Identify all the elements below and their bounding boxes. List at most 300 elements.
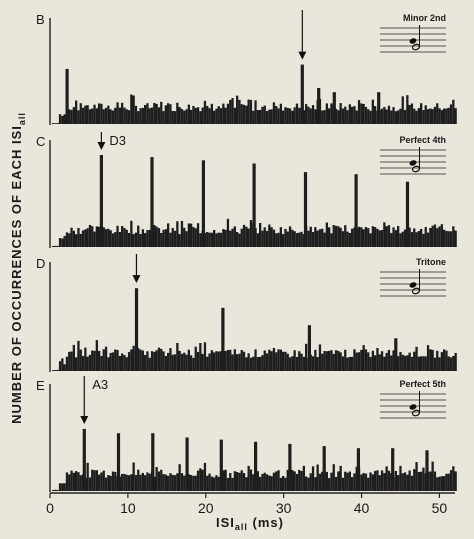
histogram-bar [61, 116, 63, 124]
histogram-bar [314, 227, 316, 247]
histogram-bar [381, 470, 383, 491]
panel-d-peak-bar [394, 338, 397, 371]
histogram-bar [402, 355, 404, 371]
histogram-bar [390, 111, 392, 125]
histogram-bar [231, 478, 233, 491]
histogram-bar [337, 351, 339, 371]
histogram-bar [402, 473, 404, 491]
histogram-bar [231, 98, 233, 124]
histogram-bar [365, 474, 367, 491]
histogram-bar [103, 349, 105, 371]
histogram-bar [70, 471, 72, 491]
histogram-bar [142, 229, 144, 247]
histogram-bar [415, 111, 417, 124]
histogram-bar [335, 477, 337, 491]
histogram-bar [330, 473, 332, 491]
histogram-bar [280, 227, 282, 247]
note-head-open [412, 43, 421, 50]
histogram-bar [211, 350, 213, 371]
histogram-bar [277, 108, 279, 124]
panel-c-peak-bar [406, 182, 409, 247]
histogram-bar [383, 107, 385, 124]
histogram-bar [314, 109, 316, 124]
histogram-bar [326, 351, 328, 371]
histogram-bar [420, 356, 422, 371]
histogram-bar [397, 226, 399, 247]
histogram-bar [367, 228, 369, 247]
histogram-bar [372, 351, 374, 371]
panel-c-letter: C [36, 134, 46, 149]
histogram-bar [87, 228, 89, 247]
histogram-bar [245, 477, 247, 491]
histogram-bar [103, 471, 105, 491]
histogram-bar [167, 223, 169, 247]
histogram-bar [82, 356, 84, 371]
histogram-bar [381, 230, 383, 247]
histogram-bar [73, 107, 75, 124]
histogram-bar [215, 109, 217, 124]
histogram-bar [61, 358, 63, 371]
histogram-bar [75, 357, 77, 371]
histogram-bar [91, 226, 93, 247]
histogram-bar [367, 109, 369, 124]
histogram-bar [406, 95, 408, 124]
histogram-bar [312, 466, 314, 491]
histogram-bar [268, 225, 270, 248]
histogram-bar [252, 111, 254, 124]
histogram-bar [333, 464, 335, 491]
histogram-bar [133, 234, 135, 247]
histogram-bar [167, 353, 169, 371]
histogram-bar [133, 463, 135, 492]
histogram-bar [275, 471, 277, 491]
histogram-bar [335, 350, 337, 371]
histogram-bar [153, 352, 155, 371]
histogram-bar [413, 469, 415, 491]
histogram-bar [80, 103, 82, 124]
histogram-bar [317, 465, 319, 492]
histogram-bar [411, 232, 413, 247]
histogram-bar [192, 476, 194, 491]
histogram-bar [275, 106, 277, 124]
histogram-bar [386, 353, 388, 371]
histogram-bar [238, 354, 240, 371]
histogram-bar [379, 230, 381, 247]
histogram-bar [236, 232, 238, 247]
histogram-bar [360, 475, 362, 492]
histogram-bar [156, 104, 158, 124]
histogram-bar [146, 230, 148, 247]
histogram-bar [452, 466, 454, 491]
histogram-panels [36, 10, 457, 492]
histogram-bar [238, 100, 240, 124]
histogram-bar [409, 471, 411, 492]
histogram-bar [328, 108, 330, 124]
histogram-bar [307, 478, 309, 491]
histogram-bar [218, 106, 220, 124]
histogram-bar [112, 352, 114, 371]
histogram-bar [190, 110, 192, 124]
histogram-bar [392, 107, 394, 124]
note-head-open [412, 287, 421, 294]
histogram-bar [455, 108, 457, 124]
histogram-bar [296, 104, 298, 124]
histogram-bar [363, 473, 365, 491]
histogram-bar [139, 108, 141, 124]
histogram-bar [312, 356, 314, 371]
histogram-bar [342, 478, 344, 491]
histogram-bar [179, 107, 181, 124]
histogram-bar [427, 345, 429, 371]
histogram-bar [273, 102, 275, 124]
histogram-bar [300, 232, 302, 247]
arrow-head [97, 142, 105, 150]
histogram-bar [105, 478, 107, 491]
histogram-bar [59, 483, 61, 491]
histogram-bar [202, 354, 204, 371]
histogram-bar [130, 474, 132, 491]
histogram-bar [70, 228, 72, 247]
histogram-bar [429, 228, 431, 247]
panel-e-peak-bar [117, 433, 120, 491]
histogram-bar [142, 473, 144, 491]
histogram-bar [342, 356, 344, 371]
panel-d-staff-icon [380, 269, 446, 296]
note-head [409, 159, 418, 166]
histogram-bar [185, 231, 187, 247]
histogram-bar [133, 96, 135, 125]
histogram-bar [158, 107, 160, 124]
histogram-bar [259, 110, 261, 124]
histogram-bar [321, 111, 323, 125]
histogram-bar [411, 476, 413, 491]
panel-c-peak-bar [355, 174, 358, 247]
histogram-bar [103, 109, 105, 124]
histogram-bar [128, 352, 130, 371]
histogram-bar [192, 227, 194, 247]
histogram-bar [176, 221, 178, 247]
histogram-bar [229, 473, 231, 491]
histogram-bar [413, 109, 415, 124]
histogram-bar [225, 230, 227, 247]
histogram-bar [399, 466, 401, 491]
histogram-bar [257, 110, 259, 124]
histogram-bar [130, 349, 132, 371]
x-tick-label: 0 [46, 500, 54, 516]
histogram-bar [397, 110, 399, 124]
histogram-bar [82, 230, 84, 247]
histogram-bar [52, 370, 54, 371]
histogram-bar [190, 355, 192, 371]
histogram-bar [266, 111, 268, 124]
histogram-bar [300, 471, 302, 491]
histogram-bar [98, 103, 100, 124]
histogram-bar [280, 478, 282, 491]
histogram-bar [379, 475, 381, 491]
histogram-bar [277, 233, 279, 247]
histogram-bar [77, 341, 79, 371]
histogram-bar [420, 103, 422, 124]
histogram-bar [119, 232, 121, 247]
histogram-bar [89, 225, 91, 247]
histogram-bar [61, 483, 63, 491]
histogram-bar [427, 233, 429, 247]
histogram-bar [183, 353, 185, 371]
histogram-bar [298, 233, 300, 247]
histogram-bar [427, 109, 429, 124]
histogram-bar [291, 356, 293, 371]
histogram-bar [176, 343, 178, 371]
histogram-bar [415, 232, 417, 247]
histogram-bar [383, 473, 385, 491]
histogram-bar [326, 103, 328, 124]
histogram-bar [349, 472, 351, 492]
histogram-bar [165, 229, 167, 247]
panel-b-peak-bar [317, 88, 320, 124]
histogram-bar [365, 349, 367, 371]
histogram-bar [82, 108, 84, 124]
histogram-bar [346, 110, 348, 124]
histogram-bar [252, 357, 254, 371]
histogram-bar [372, 474, 374, 491]
histogram-bar [190, 475, 192, 491]
histogram-bar [388, 106, 390, 124]
histogram-bar [434, 107, 436, 124]
histogram-bar [128, 233, 130, 247]
histogram-bar [197, 352, 199, 371]
histogram-bar [450, 231, 452, 247]
histogram-bar [284, 229, 286, 247]
histogram-bar [220, 108, 222, 124]
histogram-bar [183, 228, 185, 247]
histogram-bar [146, 472, 148, 491]
histogram-bar [126, 475, 128, 491]
histogram-bar [142, 108, 144, 124]
histogram-bar [57, 123, 59, 124]
histogram-bar [241, 470, 243, 491]
histogram-bar [363, 345, 365, 371]
histogram-bar [381, 109, 383, 124]
panel-e-letter: E [36, 378, 45, 393]
histogram-bar [386, 110, 388, 125]
histogram-bar [342, 231, 344, 247]
histogram-bar [452, 226, 454, 247]
histogram-bar [241, 229, 243, 247]
histogram-bar [261, 355, 263, 371]
histogram-bar [291, 470, 293, 491]
histogram-bar [123, 474, 125, 491]
note-head [409, 281, 418, 288]
histogram-bar [167, 103, 169, 124]
histogram-bar [450, 357, 452, 371]
panel-c-peak-bar [202, 160, 205, 247]
histogram-bar [144, 475, 146, 491]
histogram-bar [420, 472, 422, 491]
histogram-bar [280, 350, 282, 371]
histogram-bar [183, 111, 185, 124]
histogram-bar [344, 225, 346, 247]
panel-b-arrow [298, 10, 306, 60]
panel-b-interval-label: Minor 2nd [403, 13, 446, 23]
histogram-bar [296, 233, 298, 247]
histogram-bar [310, 108, 312, 124]
histogram-bar [277, 349, 279, 371]
histogram-bar [294, 471, 296, 491]
histogram-bar [296, 357, 298, 371]
panel-b-peak-bar [333, 92, 336, 124]
histogram-bar [110, 109, 112, 124]
histogram-bar [425, 227, 427, 247]
histogram-bar [195, 108, 197, 124]
histogram-bar [326, 472, 328, 491]
histogram-bar [169, 104, 171, 124]
histogram-bar [64, 483, 66, 491]
x-axis-title: $ISI_{all}$ (ms) [216, 515, 284, 532]
histogram-bar [61, 239, 63, 248]
histogram-bar [445, 474, 447, 491]
histogram-bar [402, 232, 404, 247]
panel-e-peak-bar [220, 440, 223, 491]
histogram-bar [100, 473, 102, 492]
histogram-bar [243, 105, 245, 124]
histogram-bar [360, 350, 362, 371]
histogram-bar [169, 473, 171, 491]
histogram-bar [333, 225, 335, 247]
histogram-bar [418, 357, 420, 371]
histogram-bar [314, 477, 316, 491]
histogram-bar [434, 358, 436, 371]
histogram-bar [330, 350, 332, 371]
histogram-bar [206, 476, 208, 491]
histogram-bar [93, 351, 95, 371]
histogram-bar [160, 102, 162, 124]
panel-c-interval-label: Perfect 4th [399, 135, 446, 145]
histogram-bar [374, 355, 376, 371]
histogram-bar [296, 474, 298, 491]
histogram-bar [126, 230, 128, 247]
histogram-bar [238, 234, 240, 247]
histogram-bar [165, 356, 167, 371]
histogram-bar [434, 472, 436, 492]
histogram-bar [93, 470, 95, 491]
histogram-bar [179, 351, 181, 371]
histogram-bar [349, 357, 351, 371]
histogram-bar [432, 226, 434, 247]
histogram-bar [443, 476, 445, 491]
panel-e-peak-bar [323, 446, 326, 491]
histogram-bar [151, 351, 153, 371]
histogram-bar [185, 109, 187, 124]
histogram-bar [236, 472, 238, 491]
histogram-bar [229, 100, 231, 124]
histogram-bar [441, 476, 443, 491]
histogram-bar [93, 105, 95, 124]
histogram-bar [379, 354, 381, 371]
histogram-bar [121, 354, 123, 372]
histogram-bar [52, 490, 54, 491]
panel-e [36, 376, 457, 492]
histogram-bar [386, 226, 388, 247]
histogram-bar [282, 111, 284, 124]
histogram-bar [70, 352, 72, 372]
histogram-bar [121, 474, 123, 491]
histogram-bar [73, 231, 75, 247]
histogram-bar [110, 230, 112, 247]
histogram-bar [386, 466, 388, 491]
histogram-bar [195, 228, 197, 247]
histogram-bar [96, 108, 98, 124]
histogram-bar [59, 361, 61, 371]
histogram-bar [116, 226, 118, 247]
histogram-bar [307, 107, 309, 124]
histogram-bar [183, 476, 185, 491]
panel-b-peak-bar [377, 92, 380, 124]
histogram-bar [383, 357, 385, 371]
histogram-bar [388, 350, 390, 371]
histogram-bar [305, 344, 307, 371]
histogram-bar [443, 230, 445, 247]
histogram-bar [429, 109, 431, 125]
histogram-bar [188, 223, 190, 247]
histogram-bar [54, 123, 56, 124]
histogram-bar [369, 472, 371, 491]
histogram-bar [80, 350, 82, 371]
histogram-bar [179, 234, 181, 247]
histogram-bar [57, 490, 59, 491]
histogram-bar [197, 107, 199, 124]
histogram-bar [287, 108, 289, 124]
histogram-bar [445, 109, 447, 125]
histogram-bar [346, 473, 348, 491]
histogram-bar [340, 103, 342, 124]
histogram-bar [392, 227, 394, 247]
note-head-open [412, 165, 421, 172]
histogram-bar [52, 123, 54, 124]
arrow-head [80, 416, 88, 424]
histogram-bar [303, 466, 305, 491]
histogram-bar [64, 236, 66, 247]
histogram-bar [75, 101, 77, 124]
histogram-bar [254, 100, 256, 124]
histogram-bar [346, 358, 348, 371]
histogram-bar [66, 232, 68, 247]
histogram-bar [156, 227, 158, 247]
histogram-bar [422, 234, 424, 247]
histogram-bar [259, 357, 261, 371]
histogram-bar [77, 228, 79, 247]
histogram-bar [367, 352, 369, 371]
histogram-bar [208, 354, 210, 372]
x-tick-label: 30 [275, 500, 292, 516]
histogram-bar [149, 358, 151, 371]
histogram-bar [167, 476, 169, 491]
histogram-bar [91, 109, 93, 125]
histogram-bar [174, 111, 176, 124]
histogram-bar [158, 472, 160, 492]
histogram-bar [57, 370, 59, 371]
histogram-bar [213, 477, 215, 491]
histogram-bar [199, 111, 201, 124]
histogram-bar [188, 350, 190, 371]
histogram-bar [369, 233, 371, 247]
histogram-bar [179, 464, 181, 491]
histogram-bar [54, 246, 56, 247]
histogram-bar [264, 106, 266, 124]
histogram-bar [112, 233, 114, 247]
histogram-bar [266, 231, 268, 247]
histogram-bar [443, 349, 445, 371]
histogram-bar [399, 233, 401, 247]
